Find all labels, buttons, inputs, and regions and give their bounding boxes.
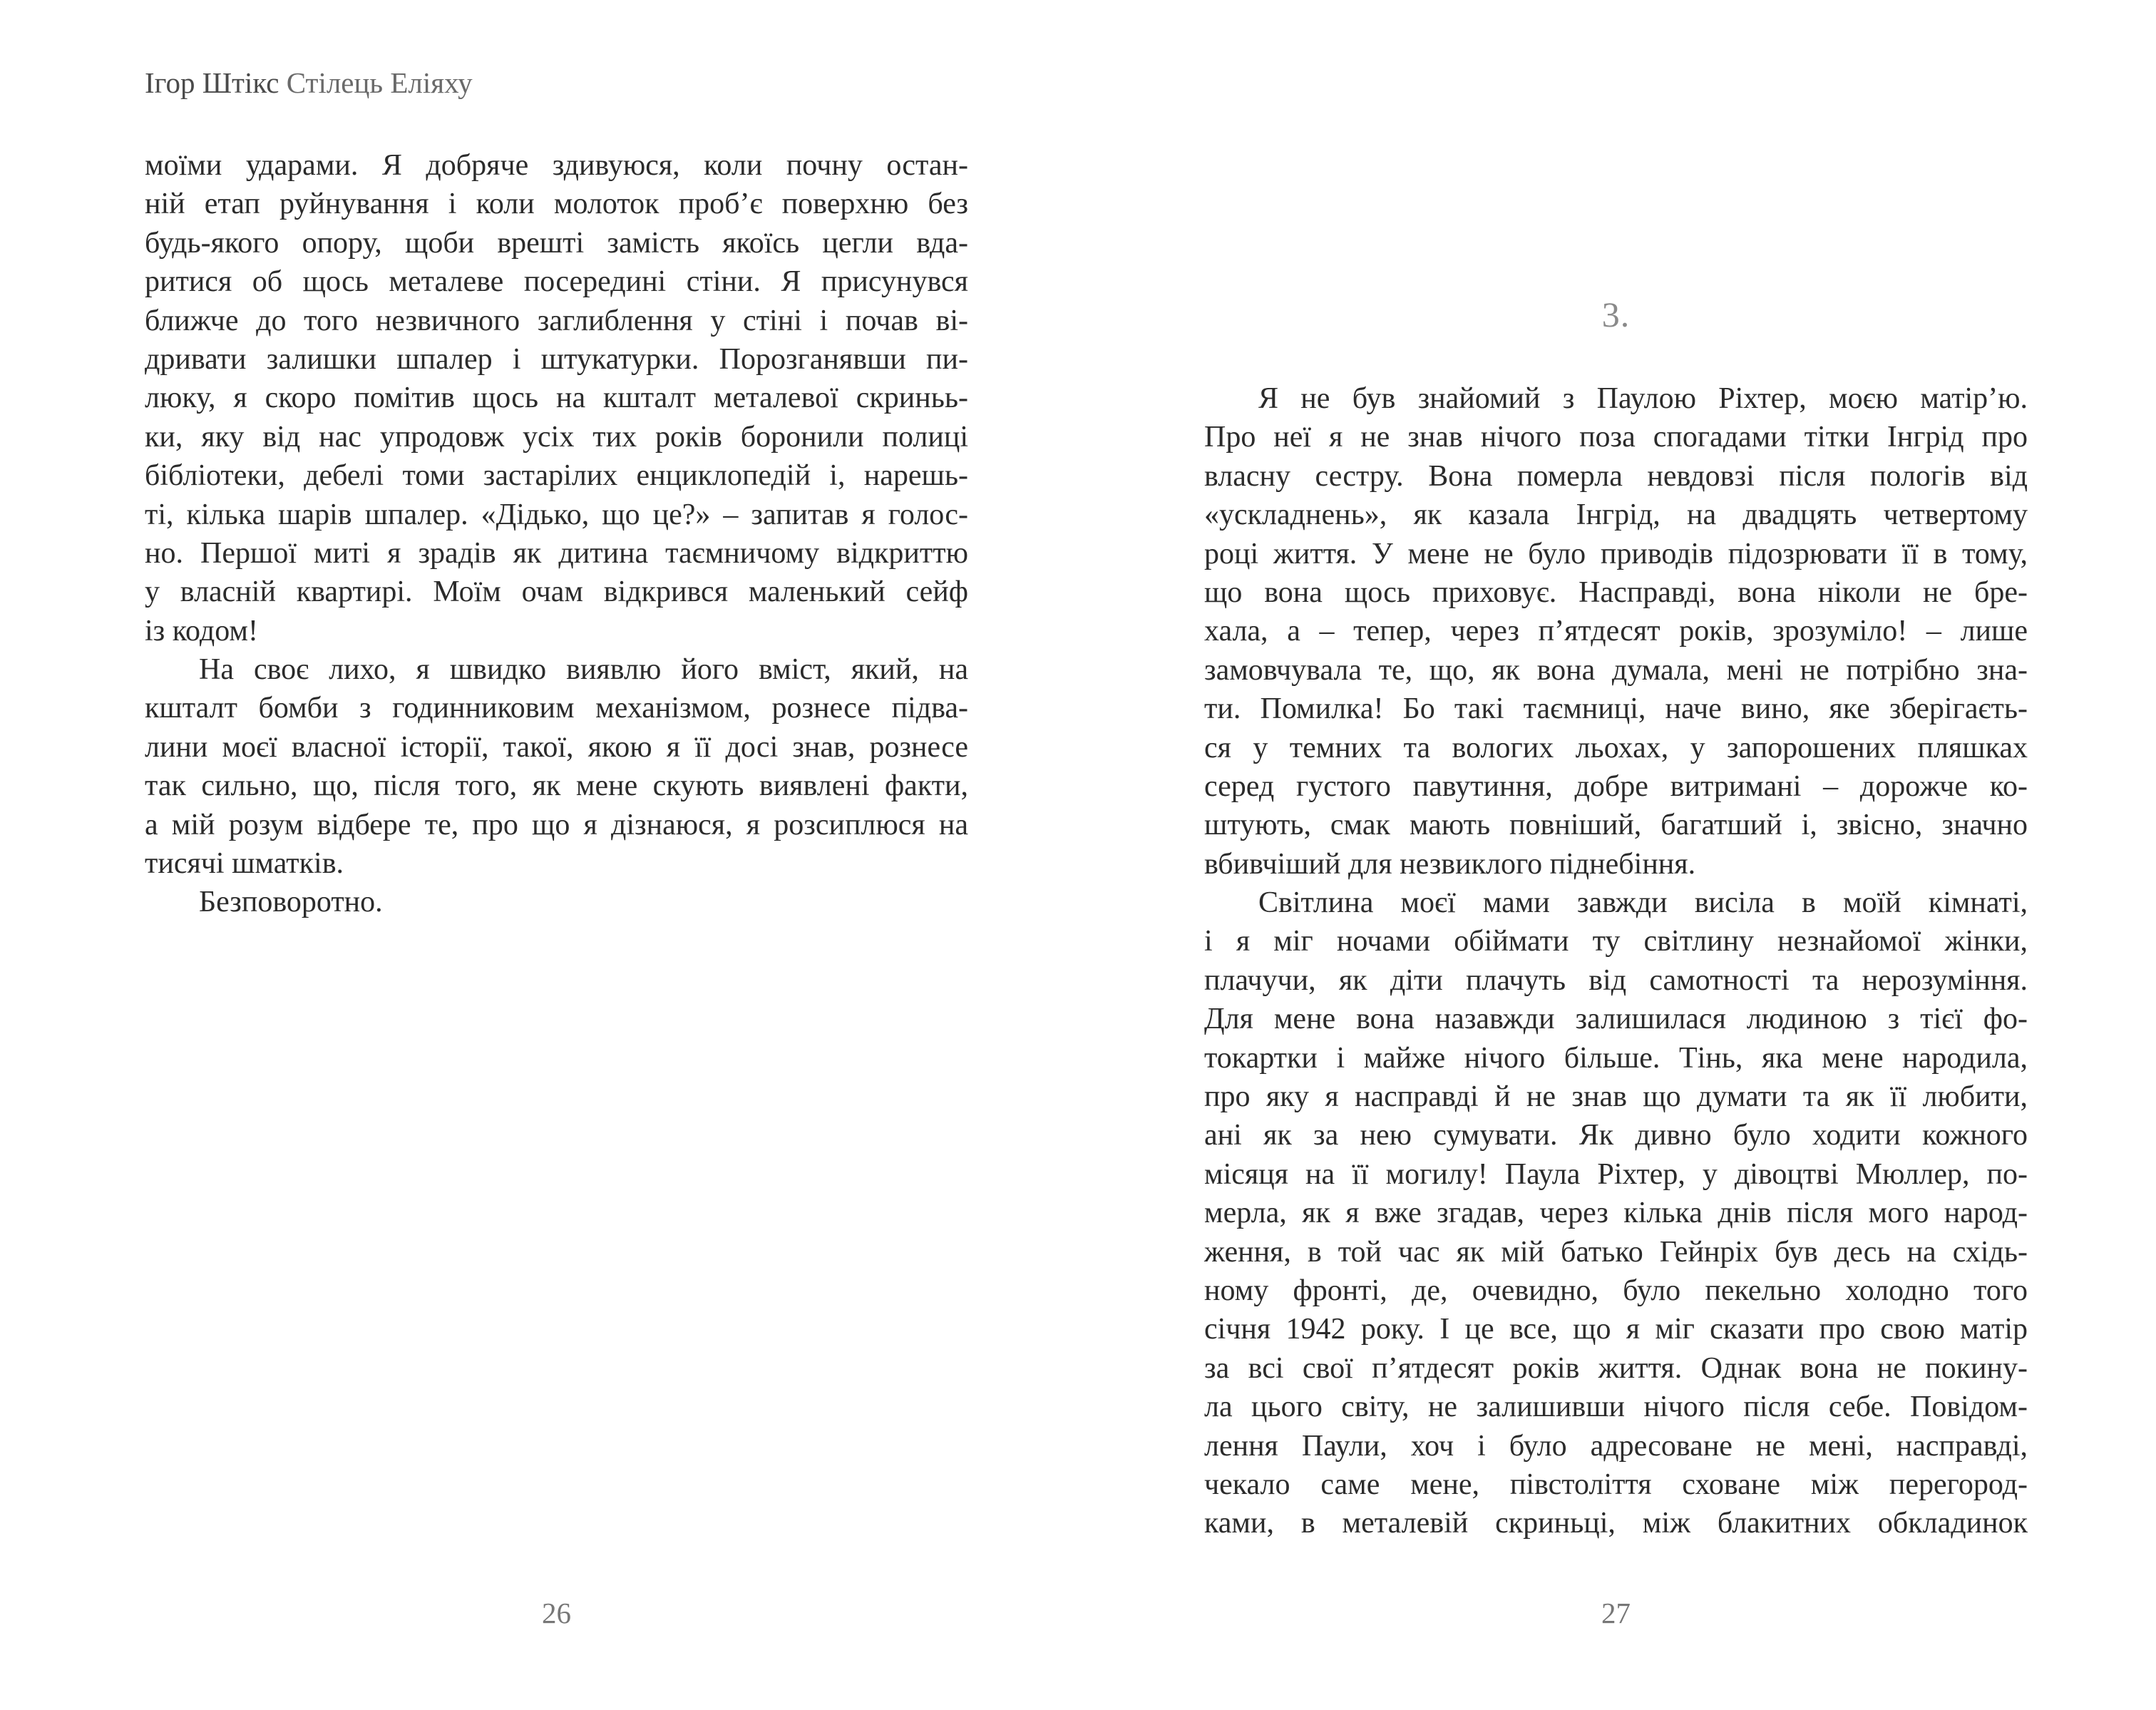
text-line: а мій розум відбере те, про що я дізнаюся, я розсиплюся на: [145, 808, 968, 841]
text-line: дривати залишки шпалер і штукатурки. Порозганявши пи-: [145, 342, 968, 376]
text-line: ані як за нею сумувати. Як дивно було ходити кожного: [1204, 1119, 2028, 1152]
running-head-author: Ігор Штікс: [145, 66, 279, 99]
page-number: 27: [1601, 1597, 1631, 1629]
text-line: ті, кілька шарів шпалер. «Дідько, що це?» – запитав я голос-: [145, 498, 968, 531]
text-line: лини моєї власної історії, такої, якою я її досі знав, рознесе: [145, 730, 968, 764]
text-line: Про неї я не знав нічого поза спогадами тітки Інгрід про: [1204, 421, 2028, 454]
text-line: бібліотеки, дебелі томи застарілих енциклопедій і, нарешь-: [145, 459, 968, 493]
text-line: лення Паули, хоч і було адресоване не мені, насправді,: [1204, 1429, 2028, 1463]
text-line: ти. Помилка! Бо такі таємниці, наче вино, яке зберігаєть-: [1204, 692, 2028, 726]
text-line: хала, а – тепер, через п’ятдесят років, зрозуміло! – лише: [1204, 615, 2028, 648]
text-line: На своє лихо, я швидко виявлю його вміст, який, на: [199, 653, 968, 687]
text-line: про яку я насправді й не знав що думати та як її любити,: [1204, 1080, 2028, 1114]
text-line: і я міг ночами обіймати ту світлину незнайомої жінки,: [1204, 925, 2028, 958]
text-line: люку, я скоро помітив щось на кшталт металевої скриньь-: [145, 382, 968, 415]
text-line: Світлина моєї мами завжди висіла в моїй кімнаті,: [1258, 886, 2028, 920]
text-line: будь-якого опору, щоби врешті замість якоїсь цегли вда-: [145, 226, 968, 260]
text-line: ла цього світу, не залишивши нічого після себе. Повідом-: [1204, 1391, 2028, 1424]
text-line: що вона щось приховує. Насправді, вона ніколи не бре-: [1204, 575, 2028, 609]
running-head: [145, 66, 473, 100]
text-line: мерла, як я вже згадав, через кілька днів після мого народ-: [1204, 1197, 2028, 1230]
text-line: Безповоротно.: [199, 886, 383, 919]
text-line: ритися об щось металеве посередині стіни. Я присунувся: [145, 265, 968, 299]
page-number: 26: [542, 1597, 571, 1629]
text-line: ся у темних та вологих льохах, у запорошених пляшках: [1204, 731, 2028, 764]
right-page: [1078, 0, 2156, 1710]
text-line: ження, в той час як мій батько Гейнріх був десь на східь-: [1204, 1235, 2028, 1269]
text-line: ному фронті, де, очевидно, було пекельно холодно того: [1204, 1274, 2028, 1307]
text-line: ближче до того незвичного заглиблення у стіні і почав ві-: [145, 304, 968, 337]
running-head-book-title: Стілець Еліяху: [286, 66, 473, 99]
text-line: Я не був знайомий з Паулою Ріхтер, моєю матір’ю.: [1258, 382, 2028, 415]
text-line: ки, яку від нас упродовж усіх тих років боронили полиці: [145, 420, 968, 454]
text-line: січня 1942 року. І це все, що я міг сказати про свою матір: [1204, 1313, 2028, 1346]
chapter-title: 3.: [1601, 295, 1631, 334]
text-line: власну сестру. Вона померла невдовзі після пологів від: [1204, 459, 2028, 493]
text-line: моїми ударами. Я добряче здивуюся, коли почну остан-: [145, 149, 968, 182]
text-line: тисячі шматків.: [145, 847, 344, 881]
text-line: но. Першої миті я зрадів як дитина таємничому відкриттю: [145, 536, 968, 570]
text-line: вбивчіший для незвиклого піднебіння.: [1204, 847, 1696, 881]
text-line: штують, смак мають повніший, багатший і, звісно, значно: [1204, 809, 2028, 842]
text-line: році життя. У мене не було приводів підозрювати її в тому,: [1204, 537, 2028, 570]
text-line: замовчувала те, що, як вона думала, мені не потрібно зна-: [1204, 653, 2028, 687]
text-line: із кодом!: [145, 614, 258, 647]
text-line: за всі свої п’ятдесят років життя. Однак вона не покину-: [1204, 1351, 2028, 1385]
text-line: токартки і майже нічого більше. Тінь, яка мене народила,: [1204, 1041, 2028, 1075]
left-page-text: [145, 146, 968, 922]
text-line: серед густого павутиння, добре витримані – дорожче ко-: [1204, 769, 2028, 803]
text-line: ній етап руйнування і коли молоток проб’є поверхню без: [145, 188, 968, 221]
text-line: кшталт бомби з годинниковим механізмом, рознесе підва-: [145, 692, 968, 725]
text-line: так сильно, що, після того, як мене скують виявлені факти,: [145, 769, 968, 803]
text-line: плачучи, як діти плачуть від самотності та нерозуміння.: [1204, 963, 2028, 997]
text-line: чекало саме мене, півстоліття сховане між перегород-: [1204, 1468, 2028, 1501]
text-line: «ускладнень», як казала Інгрід, на двадцять четвертому: [1204, 498, 2028, 532]
right-page-text: [1204, 379, 2028, 1543]
text-line: Для мене вона назавжди залишилася людиною з тієї фо-: [1204, 1003, 2028, 1036]
text-line: ками, в металевій скриньці, між блакитних обкладинок: [1204, 1507, 2028, 1540]
text-line: місяця на її могилу! Паула Ріхтер, у дівоцтві Мюллер, по-: [1204, 1157, 2028, 1191]
text-line: у власній квартирі. Моїм очам відкрився маленький сейф: [145, 575, 968, 609]
